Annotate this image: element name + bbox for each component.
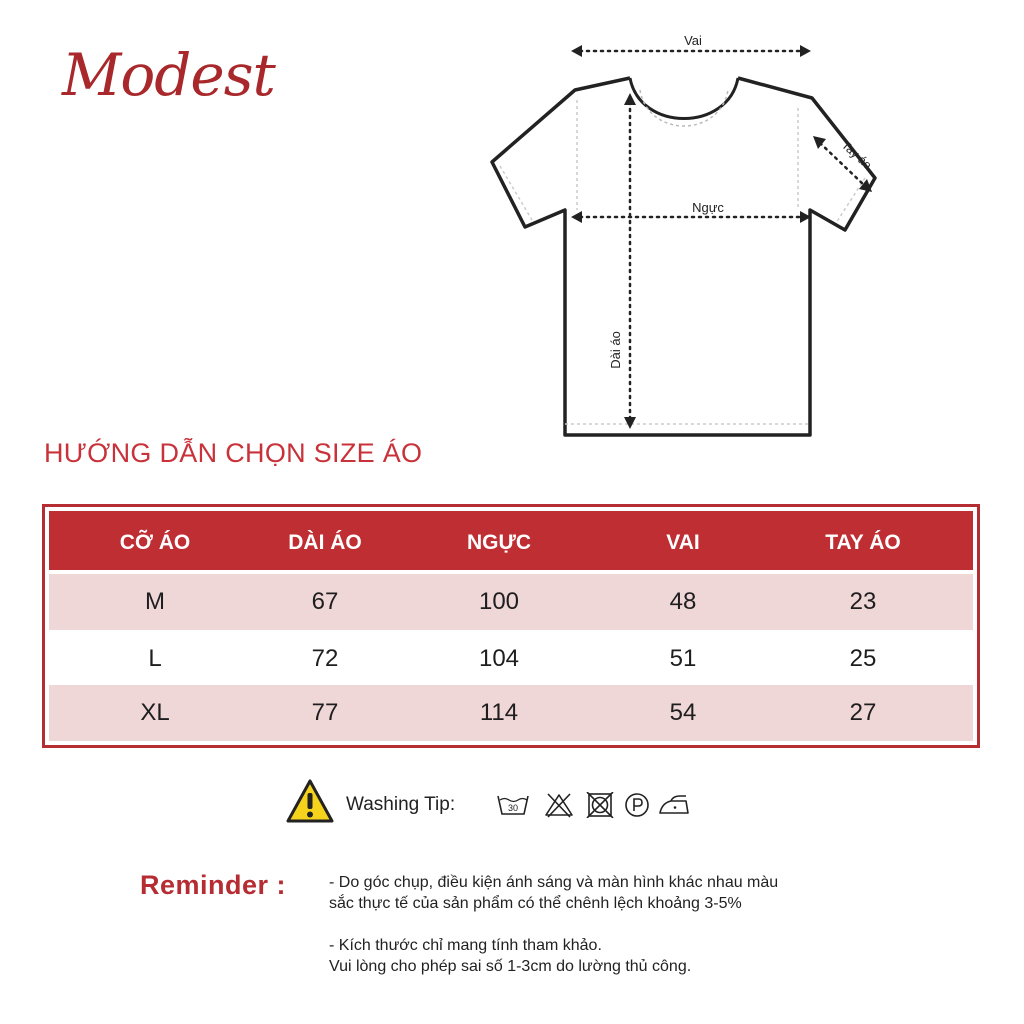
length-arrow [624,93,636,429]
washing-tip [286,778,706,826]
tshirt-size-diagram [480,20,900,450]
cell-shoulder: 54 [669,699,697,726]
header-size: CỠ ÁO [119,531,191,554]
no-bleach-icon [544,792,574,818]
cell-length: 77 [311,699,339,726]
cell-size: M [145,588,165,615]
chest-arrow [571,211,811,223]
reminder-notes [329,872,778,998]
sleeve-label: Tay áo [838,137,875,173]
wash-30-icon [496,792,530,818]
cell-shoulder: 51 [669,645,697,672]
cell-chest: 100 [478,588,520,615]
cell-chest: 114 [479,699,519,726]
cell-size: XL [140,699,170,726]
reminder-label: Reminder : [140,870,287,900]
cell-sleeve: 23 [849,588,877,615]
shoulder-label: Vai [684,33,702,48]
table-row [49,574,973,630]
header-shoulder: VAI [666,531,700,554]
cell-chest: 104 [478,645,520,672]
table-row [49,685,973,741]
size-table [42,504,980,748]
cell-length: 67 [311,588,339,615]
iron-icon [656,792,692,818]
warning-icon [286,778,334,824]
cell-sleeve: 25 [849,645,877,672]
table-header-row [49,511,973,570]
header-sleeve: TAY ÁO [825,531,901,554]
chest-label: Ngực [692,200,724,215]
no-tumble-dry-icon [586,792,614,818]
dry-clean-p-icon [624,792,650,818]
reminder-note-measurement: - Kích thước chỉ mang tính tham khảo. Vui lòng cho phép sai số 1-3cm do lường thủ công. [329,937,692,975]
table-row [49,631,973,687]
wash-temperature: 30 [507,803,519,813]
washing-tip-label: Washing Tip: [346,794,456,815]
reminder-note-color: - Do góc chụp, điều kiện ánh sáng và màn hình khác nhau màu sắc thực tế của sản phẩm có thể chênh lệch khoảng 3-5% [329,874,779,912]
tshirt-outline-icon [492,78,875,435]
cell-length: 72 [311,645,339,672]
header-chest: NGỰC [466,531,532,554]
brand-logo: Modest [62,41,275,109]
header-length: DÀI ÁO [288,531,362,554]
length-label: Dài áo [608,331,623,369]
size-guide-title: HƯỚNG DẪN CHỌN SIZE ÁO [44,438,423,468]
cell-shoulder: 48 [669,588,697,615]
cell-size: L [148,645,162,672]
cell-sleeve: 27 [849,699,877,726]
